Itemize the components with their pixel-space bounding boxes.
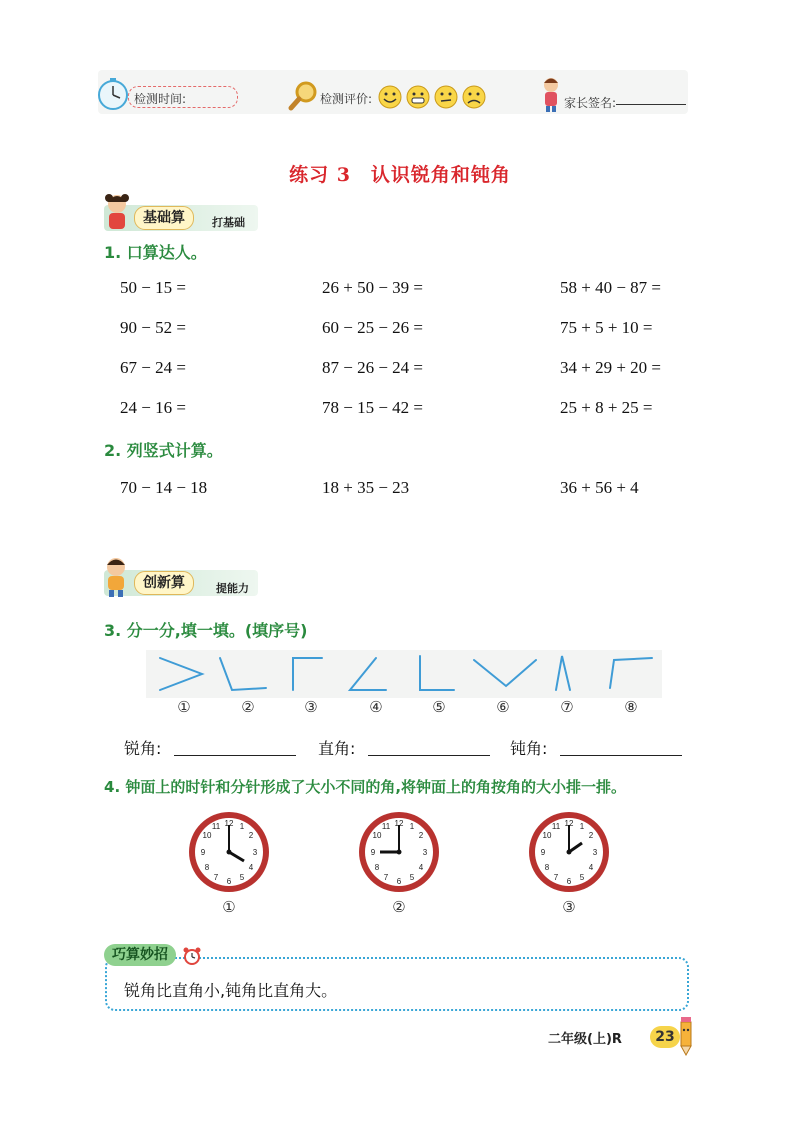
svg-text:6: 6: [566, 877, 572, 886]
q1-expr: 58 + 40 − 87 =: [560, 278, 662, 297]
q1-expr: 75 + 5 + 10 =: [560, 318, 653, 337]
clock-1-icon: [184, 810, 274, 894]
svg-text:4: 4: [418, 863, 424, 872]
svg-text:10: 10: [202, 831, 212, 840]
worried-face-icon: [435, 86, 457, 108]
svg-text:12: 12: [224, 819, 234, 828]
q1-expr: 26 + 50 − 39 =: [322, 278, 424, 297]
svg-text:3: 3: [422, 848, 428, 857]
question-4-title: 4. 钟面上的时针和分针形成了大小不同的角,将钟面上的角按角的大小排一排。: [104, 778, 627, 796]
angle-label: ⑥: [496, 698, 510, 716]
tip-tag: 巧算妙招: [104, 944, 176, 966]
child-mascot-icon: [538, 76, 564, 112]
angle-label: ⑦: [560, 698, 574, 716]
q1-expr: 87 − 26 − 24 =: [322, 358, 424, 377]
svg-text:2: 2: [588, 831, 594, 840]
parent-signature-label: 家长签名:: [564, 96, 617, 110]
svg-text:1: 1: [579, 822, 585, 831]
svg-text:12: 12: [564, 819, 574, 828]
q1-expr: 25 + 8 + 25 =: [560, 398, 653, 417]
svg-text:7: 7: [383, 873, 389, 882]
happy-face-icon: [379, 86, 401, 108]
acute-answer-line[interactable]: [174, 737, 296, 756]
q2-item: 36 + 56 + 4: [560, 478, 639, 497]
q1-expr: 60 − 25 − 26 =: [322, 318, 424, 337]
q2-item: 70 − 14 − 18: [120, 478, 208, 497]
acute-label: 锐角:: [124, 739, 162, 758]
svg-text:7: 7: [553, 873, 559, 882]
face-rating-icons[interactable]: [377, 84, 489, 110]
section-sub-innovate: 提能力: [216, 582, 249, 595]
q1-expr: 24 − 16 =: [120, 398, 186, 417]
svg-text:7: 7: [213, 873, 219, 882]
svg-text:9: 9: [370, 848, 376, 857]
time-label: 检测时间:: [134, 92, 187, 106]
clock-2-icon: [354, 810, 444, 894]
svg-text:4: 4: [588, 863, 594, 872]
svg-text:5: 5: [579, 873, 585, 882]
section-tag-innovate: 创新算: [134, 571, 194, 595]
svg-text:1: 1: [409, 822, 415, 831]
svg-text:10: 10: [542, 831, 552, 840]
angle-label: ⑧: [624, 698, 638, 716]
boy-mascot-icon: [100, 556, 134, 598]
svg-text:2: 2: [248, 831, 254, 840]
stopwatch-icon: [96, 78, 130, 112]
angle-label: ③: [304, 698, 318, 716]
svg-text:9: 9: [540, 848, 546, 857]
clock-3-icon: [524, 810, 614, 894]
svg-text:8: 8: [204, 863, 210, 872]
svg-text:11: 11: [551, 822, 561, 831]
svg-text:9: 9: [200, 848, 206, 857]
q1-expr: 34 + 29 + 20 =: [560, 358, 662, 377]
clock-label: ①: [222, 898, 236, 916]
clock-label: ③: [562, 898, 576, 916]
page-number: 23: [650, 1026, 680, 1048]
alarm-clock-icon: [182, 946, 202, 966]
angle-label: ④: [369, 698, 383, 716]
section-tag-basic: 基础算: [134, 206, 194, 230]
svg-text:12: 12: [394, 819, 404, 828]
tip-text: 锐角比直角小,钝角比直角大。: [124, 981, 338, 1000]
girl-mascot-icon: [100, 192, 134, 232]
obtuse-answer-line[interactable]: [560, 737, 682, 756]
svg-text:11: 11: [211, 822, 221, 831]
parent-signature-line[interactable]: [616, 104, 686, 105]
q1-expr: 78 − 15 − 42 =: [322, 398, 424, 417]
clock-label: ②: [392, 898, 406, 916]
q1-expr: 50 − 15 =: [120, 278, 186, 297]
svg-text:3: 3: [252, 848, 258, 857]
pencil-mascot-icon: [676, 1014, 696, 1056]
angle-label: ②: [241, 698, 255, 716]
svg-text:5: 5: [409, 873, 415, 882]
svg-text:2: 2: [418, 831, 424, 840]
question-1-title: 1. 口算达人。: [104, 243, 207, 262]
eval-label: 检测评价:: [320, 92, 373, 106]
grade-label: 二年级(上)R: [548, 1032, 622, 1047]
svg-text:5: 5: [239, 873, 245, 882]
grin-face-icon: [407, 86, 429, 108]
svg-text:1: 1: [239, 822, 245, 831]
svg-text:11: 11: [381, 822, 391, 831]
right-angle-label: 直角:: [318, 739, 356, 758]
question-2-title: 2. 列竖式计算。: [104, 441, 223, 460]
right-angle-answer-line[interactable]: [368, 737, 490, 756]
sad-face-icon: [463, 86, 485, 108]
svg-text:6: 6: [226, 877, 232, 886]
section-sub-basic: 打基础: [212, 216, 245, 229]
magnifier-icon: [288, 80, 320, 112]
svg-text:10: 10: [372, 831, 382, 840]
obtuse-label: 钝角:: [510, 739, 548, 758]
q1-expr: 90 − 52 =: [120, 318, 186, 337]
question-3-title: 3. 分一分,填一填。(填序号): [104, 621, 308, 640]
svg-text:8: 8: [374, 863, 380, 872]
svg-text:8: 8: [544, 863, 550, 872]
page-title: 练习 3 认识锐角和钝角: [289, 164, 511, 186]
q1-expr: 67 − 24 =: [120, 358, 186, 377]
angle-label: ⑤: [432, 698, 446, 716]
svg-text:4: 4: [248, 863, 254, 872]
angle-label: ①: [177, 698, 191, 716]
q2-item: 18 + 35 − 23: [322, 478, 410, 497]
angle-figures: [146, 650, 662, 698]
svg-text:3: 3: [592, 848, 598, 857]
svg-text:6: 6: [396, 877, 402, 886]
